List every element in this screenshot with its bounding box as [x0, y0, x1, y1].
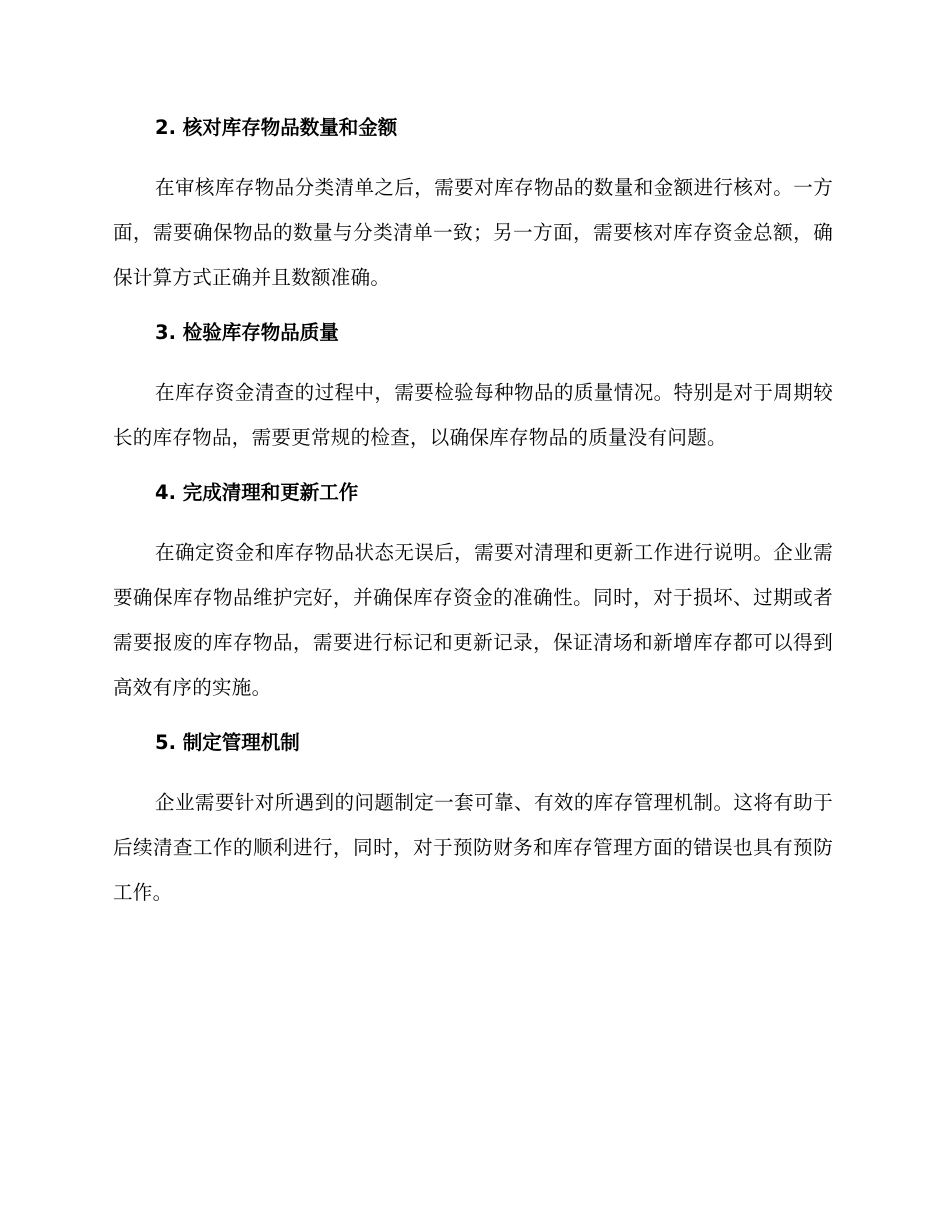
section-paragraph: 企业需要针对所遇到的问题制定一套可靠、有效的库存管理机制。这将有助于后续清查工作的顺利进行，同时，对于预防财务和库存管理方面的错误也具有预防工作。	[113, 791, 833, 904]
section-heading: 5. 制定管理机制	[155, 731, 300, 754]
section-paragraph: 在库存资金清查的过程中，需要检验每种物品的质量情况。特别是对于周期较长的库存物品，需要更常规的检查，以确保库存物品的质量没有问题。	[113, 381, 833, 449]
section-management-mechanism	[113, 727, 833, 915]
section-paragraph: 在确定资金和库存物品状态无误后，需要对清理和更新工作进行说明。企业需要确保库存物品维护完好，并确保库存资金的准确性。同时，对于损坏、过期或者需要报废的库存物品，需要进行标记和更新记录，保证清场和新增库存都可以得到高效有序的实施。	[113, 541, 833, 699]
section-paragraph: 在审核库存物品分类清单之后，需要对库存物品的数量和金额进行核对。一方面，需要确保物品的数量与分类清单一致；另一方面，需要核对库存资金总额，确保计算方式正确并且数额准确。	[113, 176, 833, 289]
section-heading: 4. 完成清理和更新工作	[155, 481, 359, 504]
section-heading: 3. 检验库存物品质量	[155, 321, 339, 344]
section-cleanup-update	[113, 477, 833, 710]
section-inspect-quality	[113, 317, 833, 460]
section-check-quantity-amount	[113, 112, 833, 300]
document-content	[113, 112, 833, 915]
section-heading: 2. 核对库存物品数量和金额	[155, 116, 398, 139]
